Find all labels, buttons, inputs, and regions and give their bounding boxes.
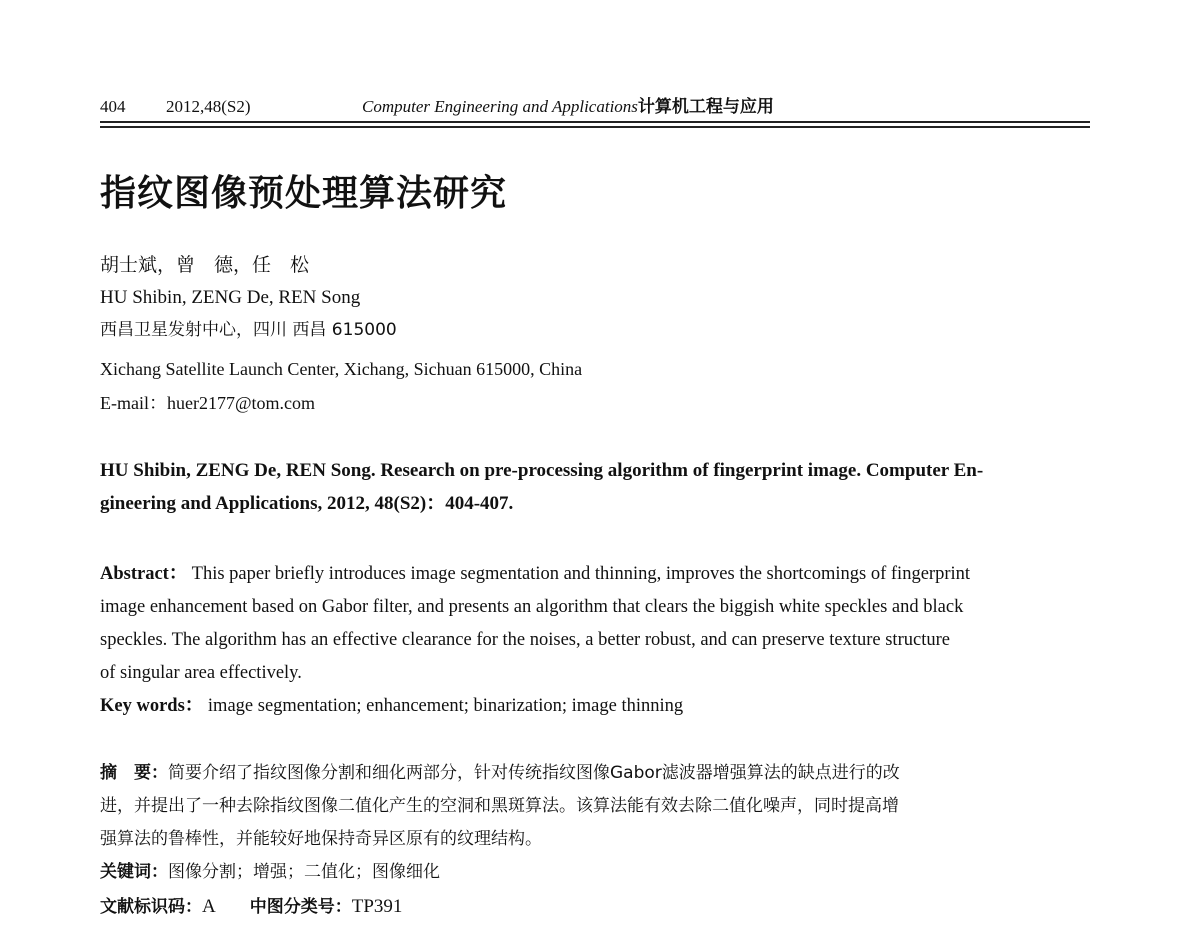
authors-en: HU Shibin, ZENG De, REN Song	[100, 287, 361, 308]
journal-cn: 计算机工程与应用	[637, 97, 774, 117]
running-header	[100, 92, 774, 117]
abstract-cn-line: 进，并提出了一种去除指纹图像二值化产生的空洞和黑斑算法。该算法能有效去除二值化噪声，同时提高增	[100, 796, 899, 816]
citation-line: HU Shibin, ZENG De, REN Song. Research on pre-processing algorithm of fingerprint image. Computer En-	[100, 460, 984, 481]
email: E-mail：huer2177@tom.com	[100, 393, 316, 413]
header-rule	[100, 121, 1090, 123]
keywords-cn: 关键词：图像分割；增强；二值化；图像细化	[100, 862, 440, 882]
paper-title: 指纹图像预处理算法研究	[100, 173, 508, 214]
header-rule	[100, 126, 1090, 128]
authors-cn: 胡士斌，曾 德，任 松	[100, 254, 310, 276]
abstract-line: of singular area effectively.	[100, 663, 302, 683]
citation-line: gineering and Applications, 2012, 48(S2)：404-407.	[100, 493, 514, 514]
abstract-line: Abstract： This paper briefly introduces image segmentation and thinning, improves the shortcomings of fingerprint	[100, 564, 971, 584]
affiliation-en: Xichang Satellite Launch Center, Xichang, Sichuan 615000, China	[100, 359, 583, 379]
abstract-label: Abstract：	[100, 564, 188, 584]
issue: 2012,48(S2)	[166, 97, 251, 116]
journal-en: Computer Engineering and Applications	[362, 97, 638, 116]
keywords-en: Key words： image segmentation; enhancement; binarization; image thinning	[100, 696, 684, 716]
classification: 文献标识码：A 中图分类号：TP391	[100, 896, 403, 917]
page-number: 404	[100, 97, 126, 116]
abstract-cn-label: 摘 要：	[100, 763, 168, 783]
abstract-line: image enhancement based on Gabor filter, and presents an algorithm that clears the biggish white speckles and black	[100, 597, 964, 617]
abstract-line: speckles. The algorithm has an effective clearance for the noises, a better robust, and can preserve texture structure	[100, 630, 950, 650]
abstract-cn-line: 强算法的鲁棒性，并能较好地保持奇异区原有的纹理结构。	[100, 829, 542, 849]
affiliation-cn: 西昌卫星发射中心，四川 西昌 615000	[100, 320, 397, 340]
abstract-cn-line: 摘 要：简要介绍了指纹图像分割和细化两部分，针对传统指纹图像Gabor滤波器增强算法的缺点进行的改	[100, 763, 900, 783]
